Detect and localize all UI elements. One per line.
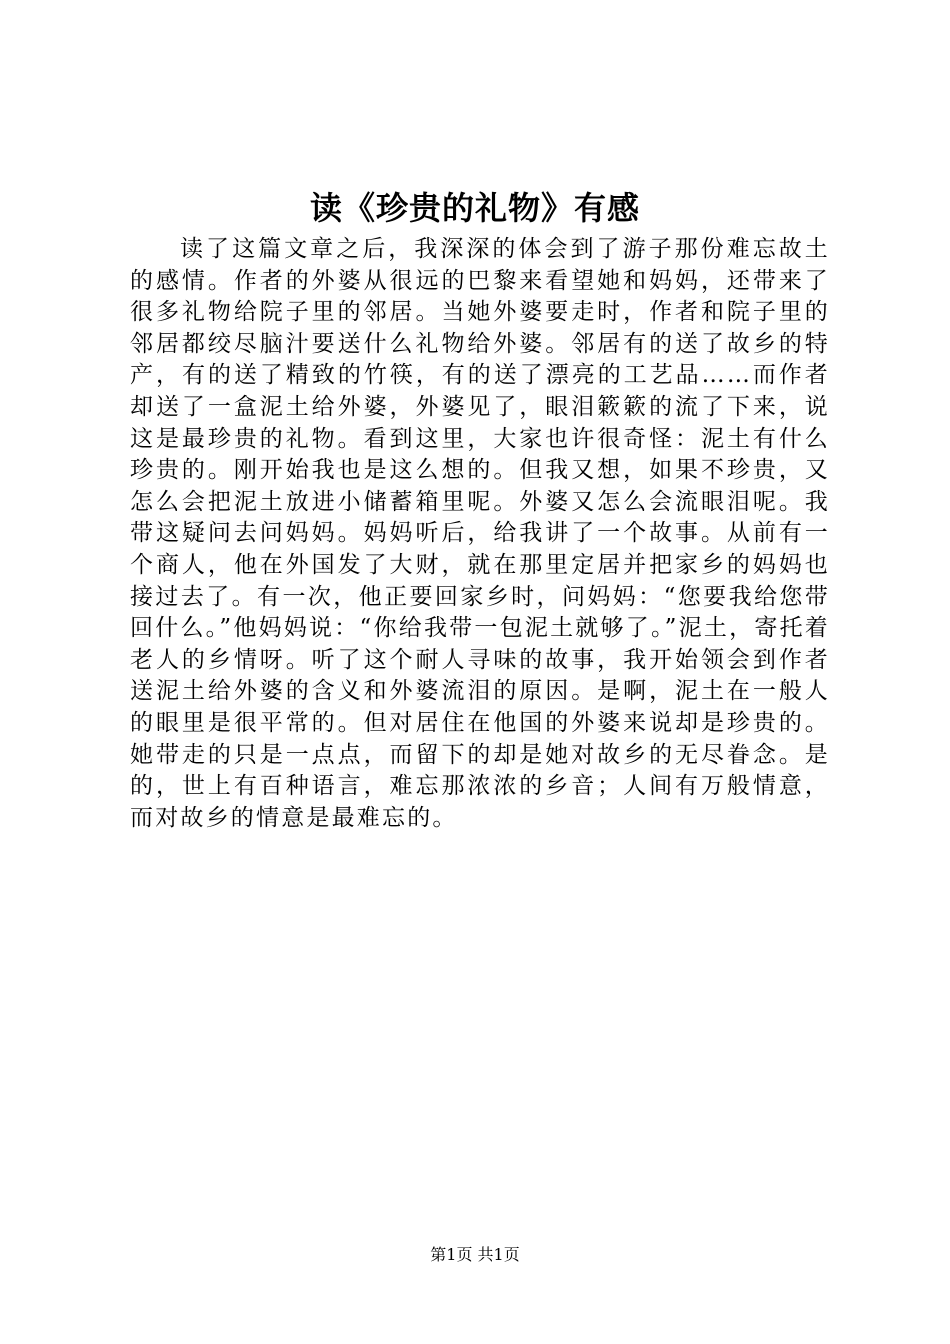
document-body-paragraph: 读了这篇文章之后，我深深的体会到了游子那份难忘故土的感情。作者的外婆从很远的巴黎来看望她和妈妈，还带来了很多礼物给院子里的邻居。当她外婆要走时，作者和院子里的邻居都绞尽脑汁要送什么礼物给外婆。邻居有的送了故乡的特产，有的送了精致的竹筷，有的送了漂亮的工艺品……而作者却送了一盒泥土给外婆，外婆见了，眼泪簌簌的流了下来，说这是最珍贵的礼物。看到这里，大家也许很奇怪：泥土有什么珍贵的。刚开始我也是这么想的。但我又想，如果不珍贵，又怎么会把泥土放进小储蓄箱里呢。外婆又怎么会流眼泪呢。我带这疑问去问妈妈。妈妈听后，给我讲了一个故事。从前有一个商人，他在外国发了大财，就在那里定居并把家乡的妈妈也接过去了。有一次，他正要回家乡时，问妈妈：“您要我给您带回什么。”他妈妈说：“你给我带一包泥土就够了。”泥土，寄托着老人的乡情呀。听了这个耐人寻味的故事，我开始领会到作者送泥土给外婆的含义和外婆流泪的原因。是啊，泥土在一般人的眼里是很平常的。但对居住在他国的外婆来说却是珍贵的。她带走的只是一点点，而留下的却是她对故乡的无尽眷念。是的，世上有百种语言，难忘那浓浓的乡音；人间有万般情意，而对故乡的情意是最难忘的。	[130, 236, 830, 831]
document-title: 读《珍贵的礼物》有感	[309, 189, 640, 227]
page-number-footer: 第1页 共1页	[430, 1245, 520, 1264]
